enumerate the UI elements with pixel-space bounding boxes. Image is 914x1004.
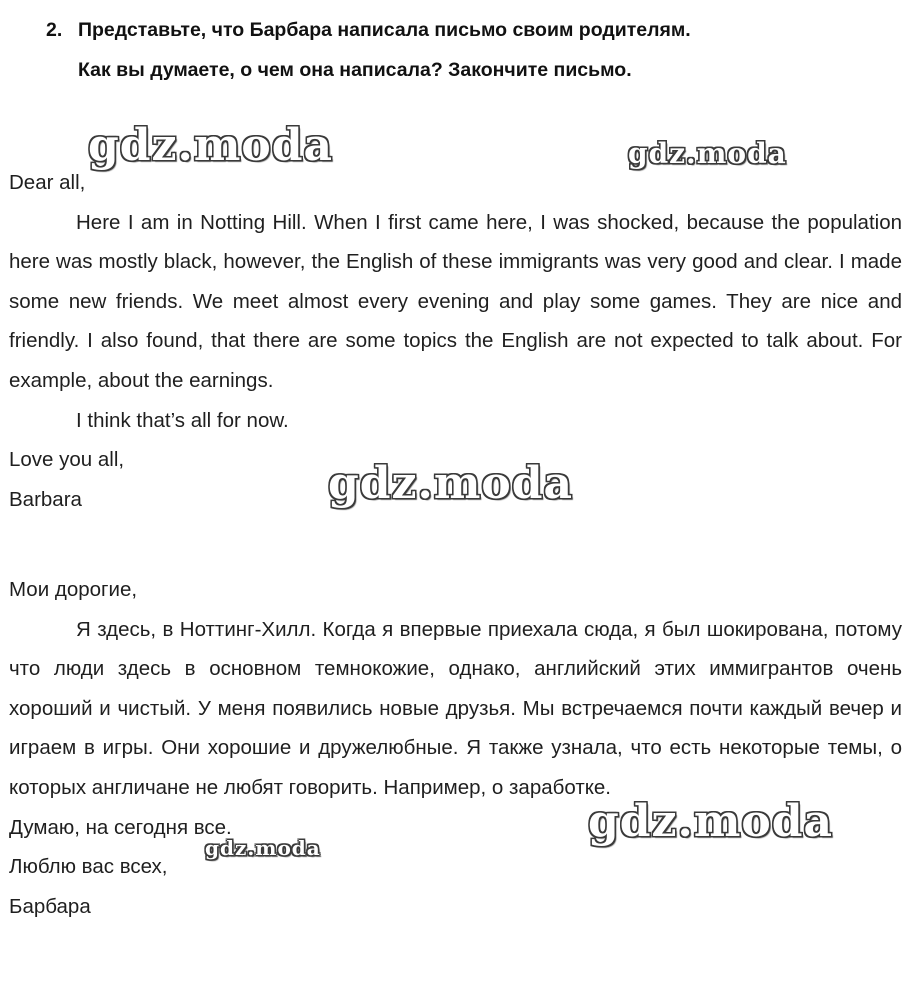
letter-en-signature: Barbara bbox=[9, 487, 82, 511]
letter-ru-signoff: Люблю вас всех, bbox=[9, 855, 168, 879]
letter-russian bbox=[9, 570, 902, 926]
task-line-1: Представьте, что Барбара написала письмо своим родителям. bbox=[78, 19, 691, 41]
letter-ru-greeting: Мои дорогие, bbox=[9, 578, 138, 601]
letter-en-greeting: Dear all, bbox=[9, 171, 86, 194]
letter-ru-signature: Барбара bbox=[9, 894, 91, 918]
letter-ru-body: Я здесь, в Ноттинг-Хилл. Когда я впервые приехала сюда, я был шокирована, потому что люди здесь в основном темнокожие, однако, английский этих иммигрантов очень хороший и чистый. У меня появились новые друзья. Мы встречаемся почти каждый вечер и играем в игры. Они хорошие и дружелюбные. Я также узнала, что есть некоторые темы, о которых англичане не любят говорить. Например, о заработке. bbox=[9, 617, 902, 799]
task-heading bbox=[46, 10, 906, 90]
watermark-logo: gdz.moda bbox=[328, 458, 574, 509]
watermark-logo: gdz.moda bbox=[205, 836, 321, 860]
task-line-2: Как вы думаете, о чем она написала? Закончите письмо. bbox=[78, 59, 632, 81]
watermark-logo: gdz.moda bbox=[628, 137, 787, 170]
watermark-logo: gdz.moda bbox=[88, 120, 334, 171]
letter-ru-closing-line: Думаю, на сегодня все. bbox=[9, 815, 232, 839]
watermark-logo: gdz.moda bbox=[588, 796, 834, 847]
letter-en-closing-line: I think that’s all for now. bbox=[76, 408, 289, 432]
task-number: 2. bbox=[46, 19, 63, 41]
letter-en-signoff: Love you all, bbox=[9, 448, 125, 472]
letter-en-body: Here I am in Notting Hill. When I first came here, I was shocked, because the population here was mostly black, however, the English of these immigrants was very good and clear. I made some new friends. We meet almost every evening and play some games. They are nice and friendly. I also found, that there are some topics the English are not expected to talk about. For example, about the earnings. bbox=[9, 210, 902, 392]
